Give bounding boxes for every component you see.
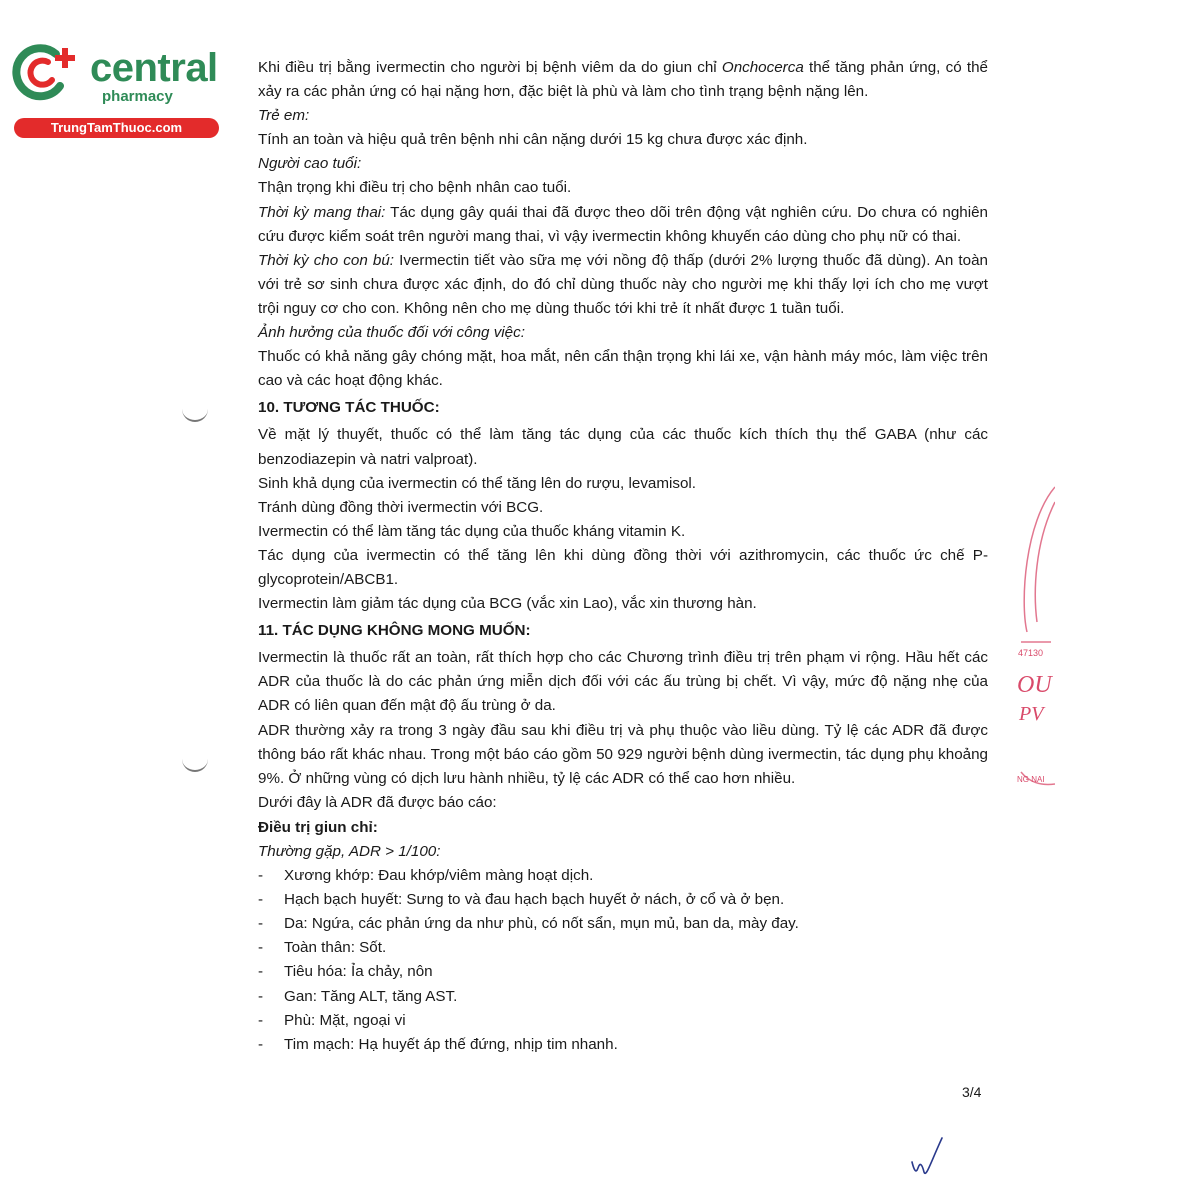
paragraph: Ivermectin có thể làm tăng tác dụng của thuốc kháng vitamin K.: [258, 522, 686, 540]
paragraph: Thuốc có khả năng gây chóng mặt, hoa mắt, nên cẩn thận trọng khi lái xe, vận hành máy móc, làm việc trên cao và các hoạt động khác.: [258, 348, 988, 390]
stamp-text: 47130: [1018, 648, 1044, 658]
subheading-common: Thường gặp, ADR > 1/100:: [258, 843, 441, 860]
stamp-seal-icon: [1015, 482, 1055, 792]
paragraph: Thận trọng khi điều trị cho bệnh nhân cao tuổi.: [258, 179, 572, 197]
binder-ring-icon: [182, 408, 208, 422]
paragraph: Thời kỳ cho con bú: Ivermectin tiết vào sữa mẹ với nồng độ thấp (dưới 2% lượng thuốc đã dùng). An toàn với trẻ sơ sinh chưa được xác định, do đó chỉ dùng thuốc này cho người mẹ khi thấy lợi ích cho mẹ vượt trội nguy cơ cho con. Không nên cho mẹ dùng thuốc tới khi trẻ ít nhất được 1 tuần tuổi.: [258, 251, 988, 317]
stamp-text: NG NAI: [1017, 775, 1045, 784]
paragraph: Ivermectin là thuốc rất an toàn, rất thích hợp cho các Chương trình điều trị trên phạm vi rộng. Hầu hết các ADR của thuốc là do các phản ứng miễn dịch đối với các ấu trùng bị chết. Vì vậy, mức độ nặng nhẹ của ADR có liên quan đến mật độ ấu trùng ở da.: [258, 649, 988, 715]
paragraph: Về mặt lý thuyết, thuốc có thể làm tăng tác dụng của các thuốc kích thích thụ thể GABA (như các benzodiazepin và natri valproat).: [258, 426, 988, 468]
list-item: - Tiêu hóa: Ỉa chảy, nôn: [258, 963, 433, 981]
paragraph: Dưới đây là ADR đã được báo cáo:: [258, 793, 497, 811]
paragraph: Ivermectin làm giảm tác dụng của BCG (vắc xin Lao), vắc xin thương hàn.: [258, 595, 757, 613]
stamp-text: OU: [1017, 672, 1052, 698]
paragraph: ADR thường xảy ra trong 3 ngày đầu sau khi điều trị và phụ thuộc vào liều dùng. Tỷ lệ các ADR đã được thông báo rất khác nhau. Trong một báo cáo gồm 50 929 người bệnh dùng ivermectin, tác dụng phụ khoảng 9%. Ở những vùng có dịch lưu hành nhiều, tỷ lệ các ADR có thể cao hơn nhiều.: [258, 721, 988, 787]
document-body: [258, 56, 988, 1057]
logo-website: TrungTamThuoc.com: [14, 118, 219, 138]
stamp-text: PV: [1019, 703, 1044, 725]
list-item: - Gan: Tăng ALT, tăng AST.: [258, 987, 458, 1005]
list-item: - Da: Ngứa, các phản ứng da như phù, có nốt sẩn, mụn mủ, ban da, mày đay.: [258, 915, 799, 933]
logo-name: central: [90, 46, 218, 90]
paragraph: Tính an toàn và hiệu quả trên bệnh nhi cân nặng dưới 15 kg chưa được xác định.: [258, 131, 808, 149]
logo: [10, 38, 218, 138]
logo-subtitle: pharmacy: [102, 88, 173, 105]
list-item: - Phù: Mặt, ngoại vi: [258, 1011, 406, 1029]
subheading-children: Trẻ em:: [258, 107, 310, 125]
section-heading-11: 11. TÁC DỤNG KHÔNG MONG MUỐN:: [258, 622, 531, 640]
binder-ring-icon: [182, 758, 208, 772]
list-item: - Toàn thân: Sốt.: [258, 939, 387, 957]
logo-mark-icon: [12, 42, 84, 102]
subheading-work: Ảnh hưởng của thuốc đối với công việc:: [258, 324, 525, 342]
section-heading-10: 10. TƯƠNG TÁC THUỐC:: [258, 399, 440, 417]
subheading-filariasis: Điều trị giun chỉ:: [258, 818, 378, 836]
subheading-elderly: Người cao tuổi:: [258, 155, 362, 173]
list-item: - Tim mạch: Hạ huyết áp thế đứng, nhịp tim nhanh.: [258, 1035, 618, 1053]
paragraph: Tác dụng của ivermectin có thể tăng lên khi dùng đồng thời với azithromycin, các thuốc ức chế P-glycoprotein/ABCB1.: [258, 546, 988, 588]
list-item: - Xương khớp: Đau khớp/viêm màng hoạt dịch.: [258, 867, 594, 885]
paragraph: Sinh khả dụng của ivermectin có thể tăng lên do rượu, levamisol.: [258, 474, 697, 492]
paragraph: Tránh dùng đồng thời ivermectin với BCG.: [258, 498, 544, 516]
paragraph: Thời kỳ mang thai: Tác dụng gây quái thai đã được theo dõi trên động vật nghiên cứu. Do chưa có nghiên cứu được kiểm soát trên người mang thai, vì vậy ivermectin không khuyến cáo dùng cho phụ nữ có thai.: [258, 203, 988, 245]
list-item: - Hạch bạch huyết: Sưng to và đau hạch bạch huyết ở nách, ở cổ và ở bẹn.: [258, 891, 785, 909]
page-number: 3/4: [962, 1084, 982, 1100]
signature-icon: [908, 1134, 948, 1178]
paragraph: Khi điều trị bằng ivermectin cho người bị bệnh viêm da do giun chỉ Onchocerca thể tăng phản ứng, có thể xảy ra các phản ứng có hại nặng hơn, đặc biệt là phù và làm cho tình trạng bệnh nặng lên.: [258, 59, 988, 101]
